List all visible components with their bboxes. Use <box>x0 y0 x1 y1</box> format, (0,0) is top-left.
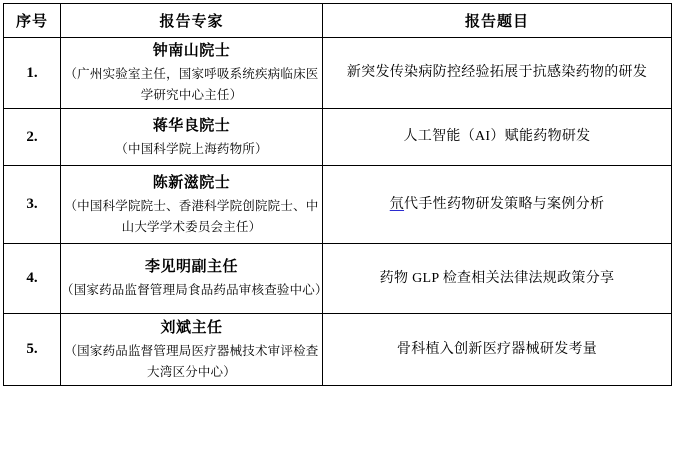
speaker-affiliation: （国家药品监督管理局食品药品审核查验中心） <box>61 283 328 297</box>
report-title-underlined-part: 氘 <box>389 196 405 212</box>
speaker-cell <box>61 38 323 109</box>
report-title <box>323 166 672 244</box>
speaker-name: 陈新滋院士 <box>152 174 231 191</box>
speaker-name: 蒋华良院士 <box>152 117 231 134</box>
speaker-name: 李见明副主任 <box>144 259 238 275</box>
table-row <box>4 109 672 166</box>
speaker-cell <box>61 314 323 386</box>
table-header-row <box>4 4 672 38</box>
document-page <box>0 3 678 450</box>
schedule-table <box>3 3 672 386</box>
column-header-number: 序号 <box>4 4 61 38</box>
table-row <box>4 244 672 314</box>
speaker-affiliation: （国家药品监督管理局医疗器械技术审评检查大湾区分中心） <box>64 343 319 379</box>
column-header-speaker: 报告专家 <box>61 4 323 38</box>
table-row <box>4 166 672 244</box>
speaker-name: 钟南山院士 <box>152 43 231 59</box>
table-body <box>4 38 672 386</box>
speaker-affiliation: （广州实验室主任，国家呼吸系统疾病临床医学研究中心主任） <box>64 67 319 102</box>
row-number: 4. <box>4 244 61 314</box>
row-number: 1. <box>4 38 61 109</box>
table-row <box>4 314 672 386</box>
speaker-cell <box>61 109 323 166</box>
row-number: 2. <box>4 109 61 166</box>
table-row <box>4 38 672 109</box>
speaker-name: 刘斌主任 <box>160 319 223 336</box>
speaker-affiliation: （中国科学院院士、香港科学院创院院士、中山大学学术委员会主任） <box>64 198 319 234</box>
row-number: 5. <box>4 314 61 386</box>
report-title-text: 代手性药物研发策略与案例分析 <box>404 196 605 212</box>
report-title: 药物 GLP 检查相关法律法规政策分享 <box>323 244 672 314</box>
column-header-title: 报告题目 <box>323 4 672 38</box>
report-title: 人工智能（AI）赋能药物研发 <box>323 109 672 166</box>
table-header <box>4 4 672 38</box>
speaker-affiliation: （中国科学院上海药物所） <box>115 141 268 156</box>
report-title: 骨科植入创新医疗器械研发考量 <box>323 314 672 386</box>
report-title: 新突发传染病防控经验拓展于抗感染药物的研发 <box>323 38 672 109</box>
speaker-cell <box>61 166 323 244</box>
speaker-cell <box>61 244 328 314</box>
row-number: 3. <box>4 166 61 244</box>
